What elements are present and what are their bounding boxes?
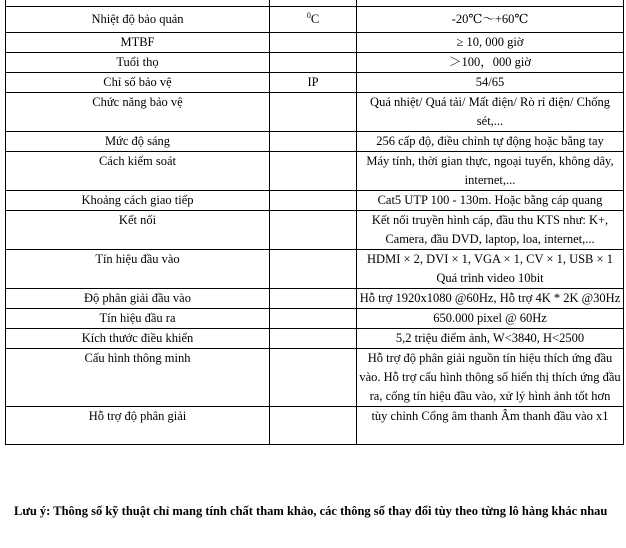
row-unit xyxy=(270,250,357,289)
unit-text: C xyxy=(310,12,320,26)
table-row xyxy=(6,33,624,53)
row-value: 256 cấp độ, điều chỉnh tự động hoặc bằng tay xyxy=(357,132,624,152)
row-unit xyxy=(270,407,357,445)
row-label: Cấu hình thông minh xyxy=(6,349,270,407)
row-label: Tuổi thọ xyxy=(6,53,270,73)
row-unit xyxy=(270,211,357,250)
row-label: Kích thước điều khiển xyxy=(6,329,270,349)
row-value: tùy chỉnh Cổng âm thanh Âm thanh đầu vào x1 xyxy=(357,407,624,445)
table-row xyxy=(6,7,624,33)
table-row xyxy=(6,329,624,349)
table-row xyxy=(6,152,624,191)
row-unit xyxy=(270,132,357,152)
spec-table xyxy=(5,0,624,445)
row-label: Mức độ sáng xyxy=(6,132,270,152)
table-row xyxy=(6,93,624,132)
row-label: Kết nối xyxy=(6,211,270,250)
row-unit xyxy=(270,289,357,309)
row-value: ≥ 10, 000 giờ xyxy=(357,33,624,53)
row-label: Chỉ số bảo vệ xyxy=(6,73,270,93)
disclaimer-note: Lưu ý: Thông số kỹ thuật chỉ mang tính chất tham khảo, các thông số thay đổi tùy theo từng lô hàng khác nhau xyxy=(14,504,608,518)
row-unit xyxy=(270,7,357,33)
table-row xyxy=(6,132,624,152)
table-row xyxy=(6,250,624,289)
table-row xyxy=(6,211,624,250)
row-unit xyxy=(270,309,357,329)
row-label: Nhiệt độ bảo quản xyxy=(6,7,270,33)
row-value: 5,2 triệu điểm ảnh, W<3840, H<2500 xyxy=(357,329,624,349)
row-unit: IP xyxy=(270,73,357,93)
row-value: Kết nối truyền hình cáp, đầu thu KTS như: K+, Camera, đầu DVD, laptop, loa, internet,... xyxy=(357,211,624,250)
table-row xyxy=(6,53,624,73)
row-label: Độ phân giải đầu vào xyxy=(6,289,270,309)
row-label: Chức năng bảo vệ xyxy=(6,93,270,132)
row-value: Cat5 UTP 100 - 130m. Hoặc bằng cáp quang xyxy=(357,191,624,211)
table-row xyxy=(6,309,624,329)
table-row xyxy=(6,349,624,407)
row-unit xyxy=(270,349,357,407)
row-value: ＞100，000 giờ xyxy=(357,53,624,73)
row-value: 650.000 pixel @ 60Hz xyxy=(357,309,624,329)
table-row xyxy=(6,191,624,211)
row-unit xyxy=(270,329,357,349)
row-value: Máy tính, thời gian thực, ngoại tuyến, không dây, internet,... xyxy=(357,152,624,191)
row-value: -20℃～+60℃ xyxy=(357,7,624,33)
row-label: Hỗ trợ độ phân giải xyxy=(6,407,270,445)
row-unit xyxy=(270,191,357,211)
table-row xyxy=(6,407,624,445)
row-unit xyxy=(270,152,357,191)
row-label: MTBF xyxy=(6,33,270,53)
unit-superscript: 0 xyxy=(306,10,311,20)
table-row xyxy=(6,289,624,309)
row-value: 54/65 xyxy=(357,73,624,93)
row-value: Quá nhiệt/ Quá tải/ Mất điện/ Rò rỉ điện/ Chống sét,... xyxy=(357,93,624,132)
row-label: Tín hiệu đầu vào xyxy=(6,250,270,289)
row-label: Khoảng cách giao tiếp xyxy=(6,191,270,211)
row-label: Cách kiểm soát xyxy=(6,152,270,191)
row-unit xyxy=(270,53,357,73)
row-value: Hỗ trợ độ phân giải nguồn tín hiệu thích ứng đầu vào. Hỗ trợ cấu hình thông số hiển thị thích ứng đầu ra, cổng tín hiệu đầu vào, xử lý hình ảnh tốt hơn xyxy=(357,349,624,407)
row-unit xyxy=(270,33,357,53)
row-unit xyxy=(270,93,357,132)
table-row xyxy=(6,73,624,93)
row-value: HDMI × 2, DVI × 1, VGA × 1, CV × 1, USB × 1 Quá trình video 10bit xyxy=(357,250,624,289)
row-value: Hỗ trợ 1920x1080 @60Hz, Hỗ trợ 4K * 2K @30Hz xyxy=(357,289,624,309)
row-label: Tín hiệu đầu ra xyxy=(6,309,270,329)
